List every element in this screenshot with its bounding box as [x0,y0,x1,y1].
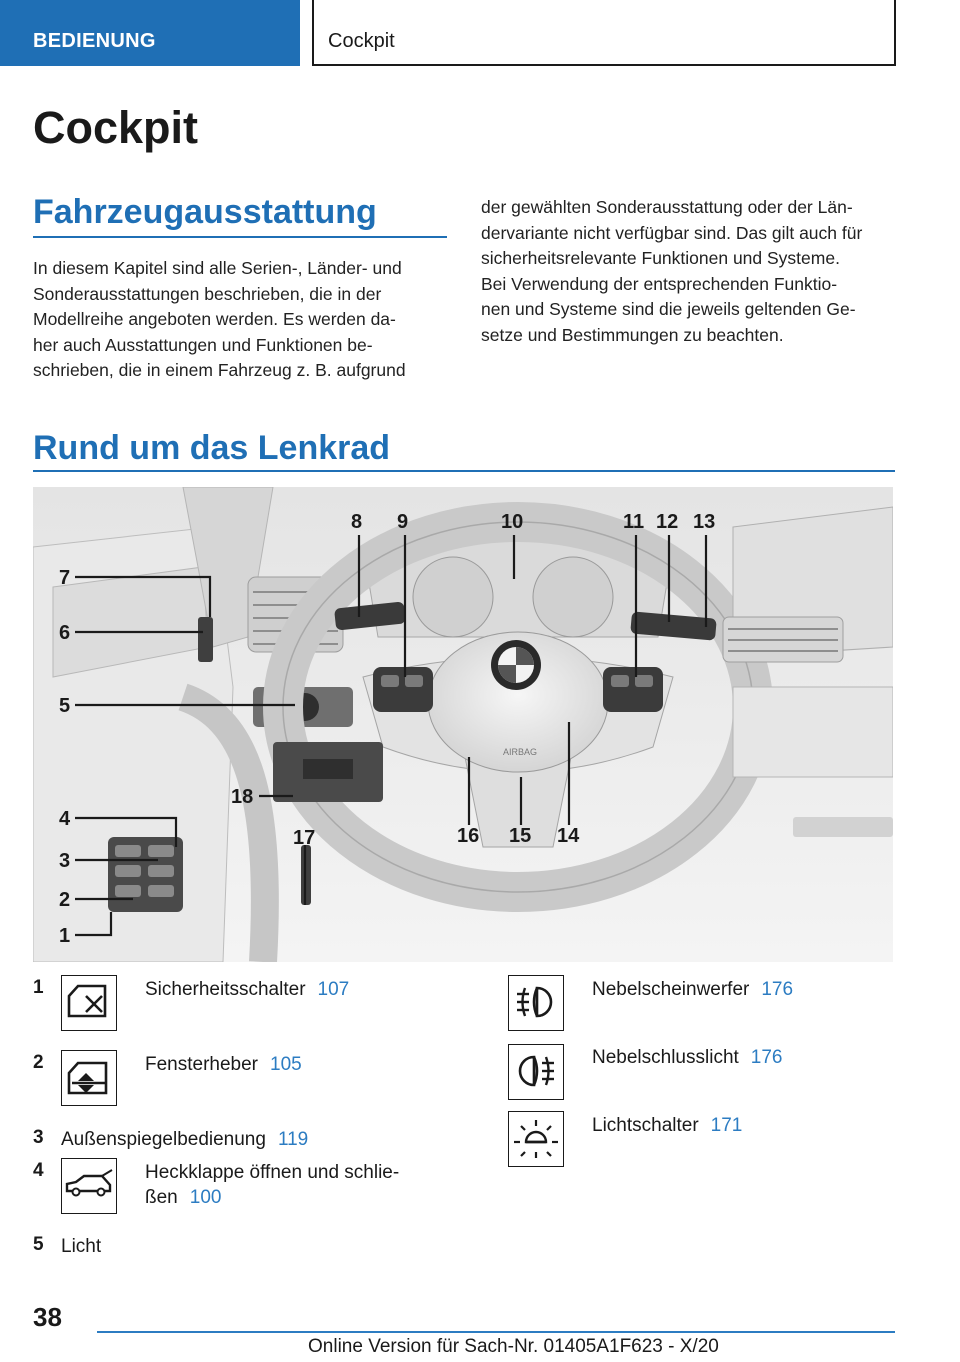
legend-number: 5 [33,1234,44,1255]
page-link[interactable]: 105 [270,1054,302,1075]
legend-item-mirror-control [61,1127,308,1152]
text-line: nen und Systeme sind die jeweils geltenden Ge- [481,299,856,319]
text-line: setze und Bestimmungen zu beachten. [481,324,784,345]
callout-12: 12 [656,511,679,533]
legend-item-window-lift [145,1052,302,1077]
text-line: der gewählten Sonderausstattung oder der Län- [481,197,853,217]
footer-online-version: Online Version für Sach-Nr. 01405A1F623 - X/20 [308,1336,719,1357]
page-link[interactable]: 119 [277,1129,309,1150]
page-link[interactable]: 107 [317,979,350,1000]
callout-2: 2 [59,889,71,911]
legend-number: 4 [33,1160,44,1181]
page-number: 38 [33,1302,62,1332]
legend-item-safety-switch [145,977,349,1002]
rear-fog-light-icon [508,1044,564,1100]
page-title: Cockpit [33,102,199,153]
legend-number: 2 [33,1052,44,1073]
callout-9: 9 [397,511,409,533]
text-line: Modellreihe angeboten werden. Es werden da- [33,309,396,329]
text-line: schrieben, die in einem Fahrzeug z. B. aufgrund [33,360,406,380]
legend-item-front-fog [592,977,793,1002]
legend-label: Nebelscheinwerfer [592,979,750,1000]
legend-label: Lichtschalter [592,1115,699,1136]
section-divider [33,470,895,472]
callout-16: 16 [457,825,480,847]
front-fog-light-icon [508,975,564,1031]
legend-label: Licht [61,1236,102,1257]
section-title-steering: Rund um das Lenkrad [33,429,391,467]
callout-14: 14 [557,825,580,847]
page-link[interactable]: 176 [761,979,794,1000]
cockpit-illustration [33,487,893,962]
callout-6: 6 [59,622,71,644]
airbag-label: AIRBAG [503,747,538,757]
callout-5: 5 [59,695,71,717]
header-section-label: BEDIENUNG [33,30,156,52]
footer-divider [97,1331,895,1333]
text-line: In diesem Kapitel sind alle Serien-, Länder- und [33,258,402,278]
header-section-tab [0,0,300,66]
window-lift-icon [61,1050,117,1106]
text-line: Sonderausstattungen beschrieben, die in der [33,283,382,304]
page-link[interactable]: 100 [189,1187,222,1208]
callout-11: 11 [623,511,645,533]
callout-15: 15 [509,825,532,847]
callout-18: 18 [231,786,254,808]
legend-number: 3 [33,1127,44,1148]
page-link[interactable]: 171 [710,1115,743,1136]
header-chapter-box [312,0,896,66]
header-chapter-label: Cockpit [328,30,395,52]
text-line: sicherheitsrelevante Funktionen und Systeme. [481,248,840,268]
callout-3: 3 [59,850,71,872]
equipment-text-col2 [481,195,897,348]
legend-item-light [61,1234,101,1259]
section-divider [33,236,447,238]
legend-label: Nebelschlusslicht [592,1047,739,1068]
text-line: dervariante nicht verfügbar sind. Das gilt auch für [481,222,863,243]
callout-8: 8 [351,511,363,533]
callout-10: 10 [501,511,524,533]
legend-label: Fensterheber [145,1054,259,1075]
legend-label: Sicherheitsschalter [145,979,306,1000]
legend-number: 1 [33,977,44,998]
callout-1: 1 [59,925,71,947]
section-title-equipment: Fahrzeugausstattung [33,193,377,231]
equipment-text-col1 [33,256,447,384]
page-link[interactable]: 176 [750,1047,783,1068]
legend-label: ßen [145,1187,178,1208]
callout-13: 13 [693,511,716,533]
tailgate-icon [61,1158,117,1214]
light-switch-icon [508,1111,564,1167]
window-lock-icon [61,975,117,1031]
legend-label: Heckklappe öffnen und schlie- [145,1162,400,1183]
legend-item-tailgate [145,1160,399,1210]
legend-item-light-switch [592,1113,742,1138]
callout-4: 4 [59,808,71,830]
callout-7: 7 [59,567,71,589]
text-line: her auch Ausstattungen und Funktionen be- [33,334,373,355]
text-line: Bei Verwendung der entsprechenden Funktio- [481,273,838,294]
legend-label: Außenspiegelbedienung [61,1129,266,1150]
callout-17: 17 [293,827,316,849]
legend-item-rear-fog [592,1045,783,1070]
